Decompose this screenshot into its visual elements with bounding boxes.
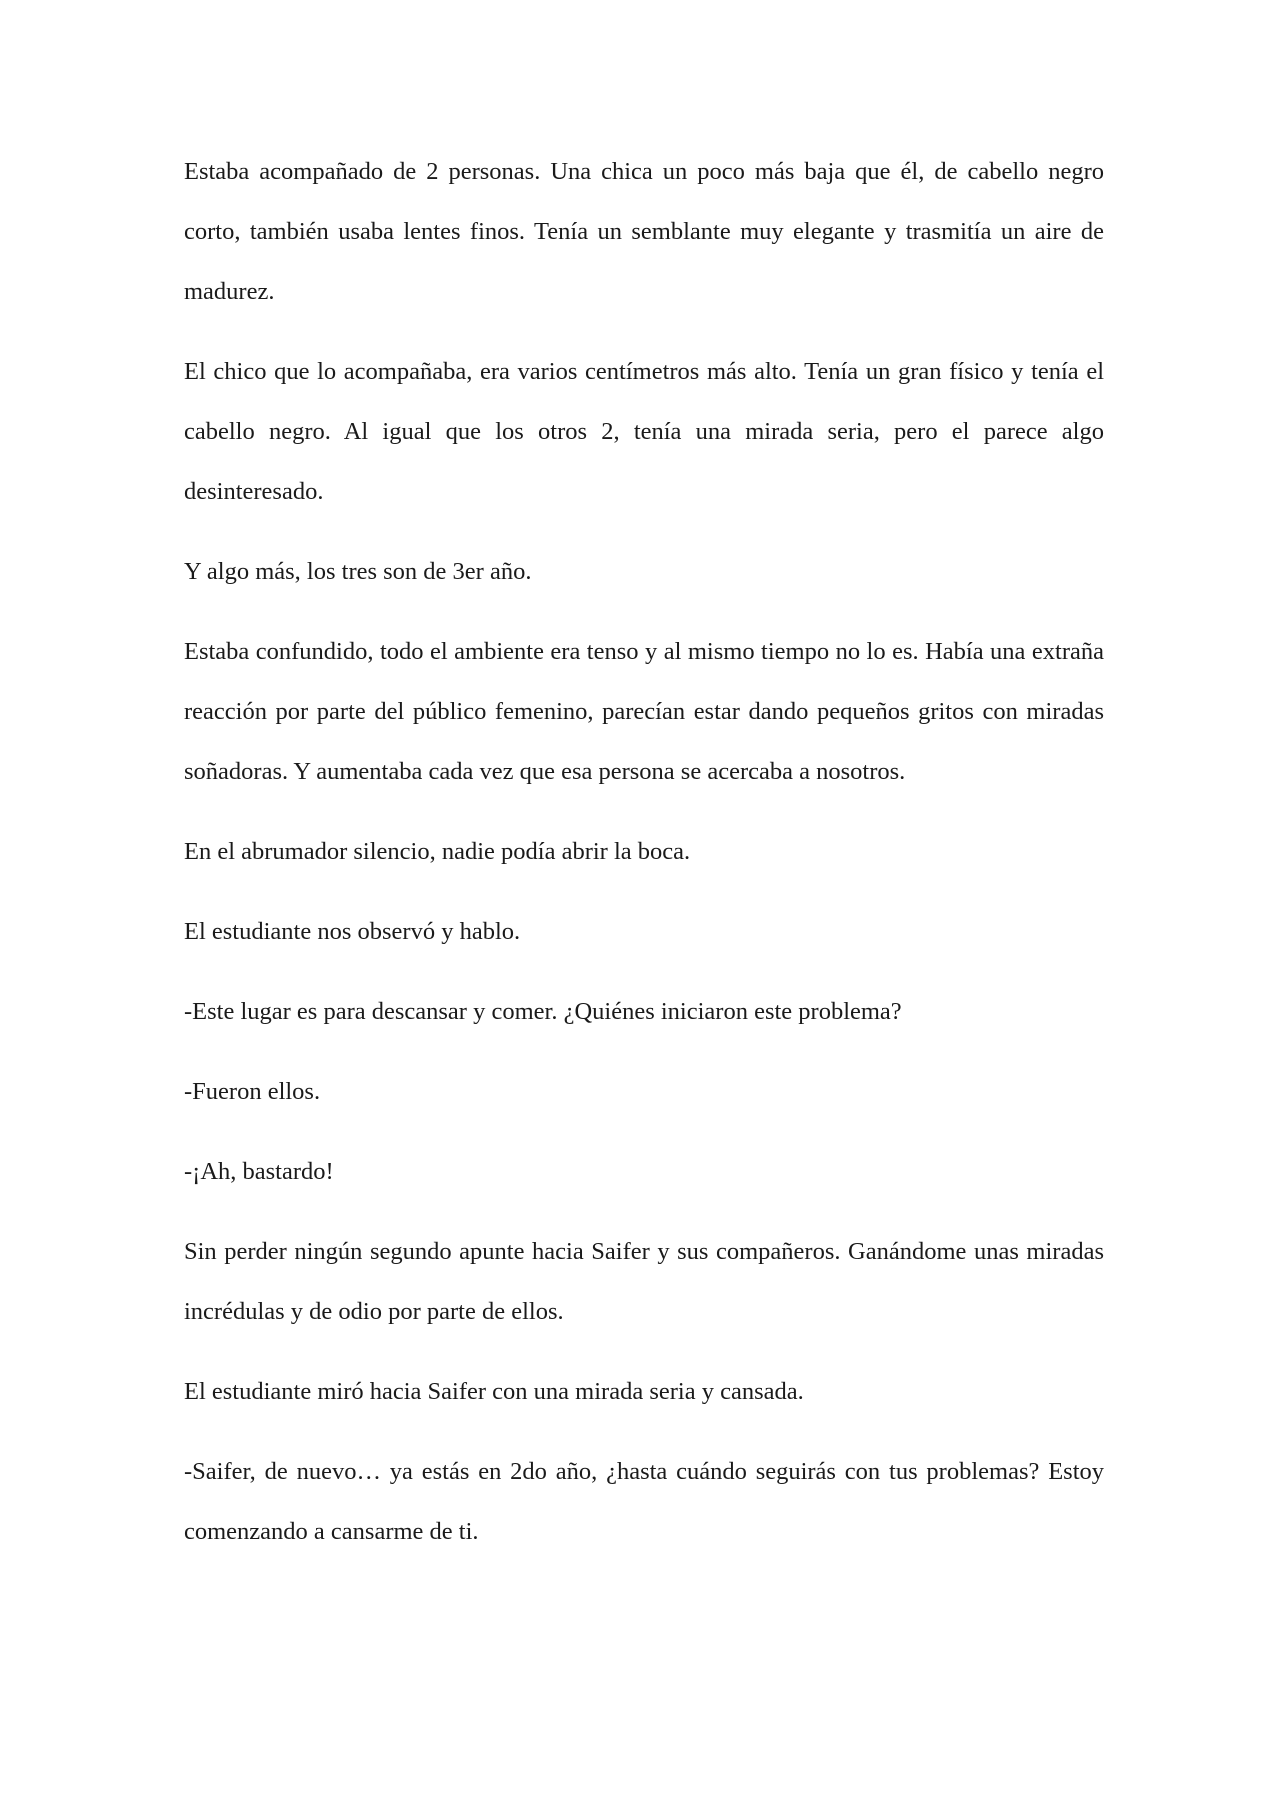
paragraph-8: -Fueron ellos. bbox=[184, 1078, 321, 1105]
paragraph-1: Estaba acompañado de 2 personas. Una chica un poco más baja que él, de cabello negro corto, también usaba lentes finos. Tenía un semblante muy elegante y trasmitía un aire de madurez. bbox=[184, 158, 1104, 305]
paragraph-6: El estudiante nos observó y hablo. bbox=[184, 918, 521, 945]
paragraph-11: El estudiante miró hacia Saifer con una mirada seria y cansada. bbox=[184, 1378, 804, 1405]
paragraph-9: -¡Ah, bastardo! bbox=[184, 1158, 334, 1185]
paragraph-3: Y algo más, los tres son de 3er año. bbox=[184, 558, 532, 585]
paragraph-4: Estaba confundido, todo el ambiente era tenso y al mismo tiempo no lo es. Había una extraña reacción por parte del público femenino, parecían estar dando pequeños gritos con miradas soñadoras. Y aumentaba cada vez que esa persona se acercaba a nosotros. bbox=[184, 638, 1104, 785]
paragraph-10: Sin perder ningún segundo apunte hacia Saifer y sus compañeros. Ganándome unas miradas incrédulas y de odio por parte de ellos. bbox=[184, 1238, 1104, 1325]
document-page bbox=[184, 142, 1104, 1582]
paragraph-5: En el abrumador silencio, nadie podía abrir la boca. bbox=[184, 838, 691, 865]
paragraph-2: El chico que lo acompañaba, era varios centímetros más alto. Tenía un gran físico y tenía el cabello negro. Al igual que los otros 2, tenía una mirada seria, pero el parece algo desinteresado. bbox=[184, 358, 1104, 505]
paragraph-12: -Saifer, de nuevo… ya estás en 2do año, ¿hasta cuándo seguirás con tus problemas? Estoy comenzando a cansarme de ti. bbox=[184, 1458, 1104, 1545]
paragraph-7: -Este lugar es para descansar y comer. ¿Quiénes iniciaron este problema? bbox=[184, 998, 902, 1025]
